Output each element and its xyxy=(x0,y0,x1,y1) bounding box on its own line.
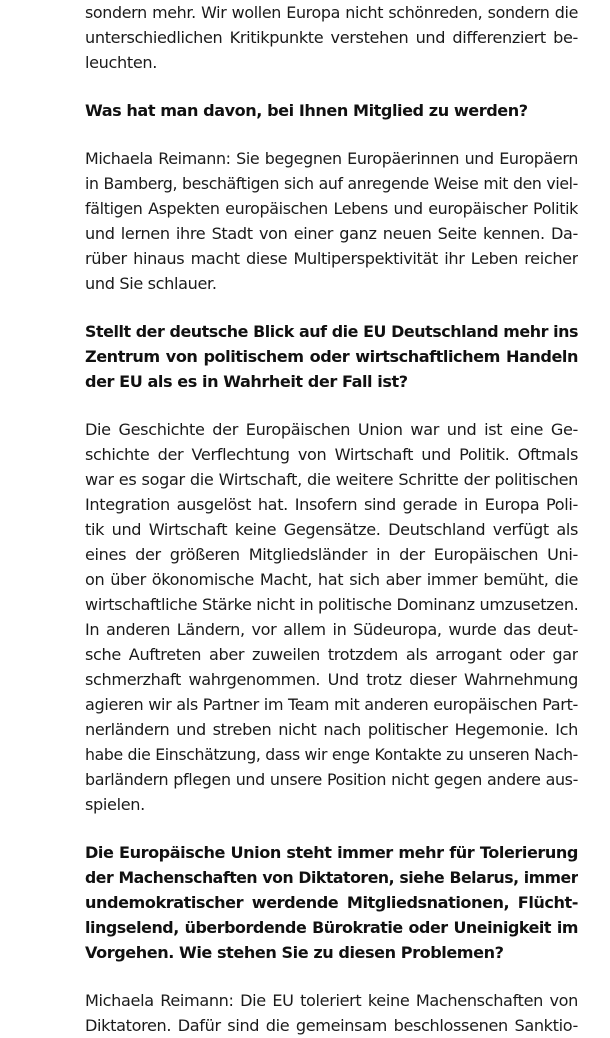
question-heading: Stellt der deutsche Blick auf die EU Deutschland mehr ins xyxy=(85,322,578,341)
question-heading: der Machenschaften von Diktatoren, siehe Belarus, immer xyxy=(85,868,578,887)
question-heading: der EU als es in Wahrheit der Fall ist? xyxy=(85,372,408,391)
answer-line: on über ökonomische Macht, hat sich aber immer bemüht, die xyxy=(85,570,578,589)
question-heading: Zentrum von politischem oder wirtschaftlichem Handeln xyxy=(85,347,578,366)
answer-line: Michaela Reimann: Sie begegnen Europäerinnen und Europäern xyxy=(85,149,578,168)
answer-line: war es sogar die Wirtschaft, die weitere Schritte der politischen xyxy=(85,470,578,489)
answer-line: Die Geschichte der Europäischen Union war und ist eine Ge- xyxy=(85,420,578,439)
answer-line: wirtschaftliche Stärke nicht in politische Dominanz umzusetzen. xyxy=(85,595,578,614)
answer-line: agieren wir als Partner im Team mit anderen europäischen Part- xyxy=(85,695,578,714)
answer-line: schmerzhaft wahrgenommen. Und trotz dieser Wahrnehmung xyxy=(85,670,578,689)
answer-line: tik und Wirtschaft keine Gegensätze. Deutschland verfügt als xyxy=(85,520,578,539)
answer-line: sche Auftreten aber zuweilen trotzdem als arrogant oder gar xyxy=(85,645,578,664)
answer-line: unterschiedlichen Kritikpunkte verstehen und differenziert be- xyxy=(85,28,578,47)
answer-line: Diktatoren. Dafür sind die gemeinsam beschlossenen Sanktio- xyxy=(85,1016,578,1035)
answer-line: und Sie schlauer. xyxy=(85,274,217,293)
answer-line: leuchten. xyxy=(85,53,157,72)
answer-line: barländern pflegen und unsere Position nicht gegen andere aus- xyxy=(85,770,578,789)
question-heading: Die Europäische Union steht immer mehr für Tolerierung xyxy=(85,843,578,862)
answer-line: spielen. xyxy=(85,795,145,814)
answer-line: In anderen Ländern, vor allem in Südeuropa, wurde das deut- xyxy=(85,620,578,639)
answer-line: sondern mehr. Wir wollen Europa nicht schönreden, sondern die xyxy=(85,3,578,22)
answer-line: und lernen ihre Stadt von einer ganz neuen Seite kennen. Da- xyxy=(85,224,578,243)
answer-line: in Bamberg, beschäftigen sich auf anregende Weise mit den viel- xyxy=(85,174,578,193)
question-heading: undemokratischer werdende Mitgliedsnationen, Flücht- xyxy=(85,893,578,912)
answer-line: rüber hinaus macht diese Multiperspektivität ihr Leben reicher xyxy=(85,249,578,268)
answer-line: eines der größeren Mitgliedsländer in der Europäischen Uni- xyxy=(85,545,578,564)
answer-line: schichte der Verflechtung von Wirtschaft und Politik. Oftmals xyxy=(85,445,578,464)
answer-line: habe die Einschätzung, dass wir enge Kontakte zu unseren Nach- xyxy=(85,745,578,764)
question-heading: lingselend, überbordende Bürokratie oder Uneinigkeit im xyxy=(85,918,578,937)
question-heading: Vorgehen. Wie stehen Sie zu diesen Problemen? xyxy=(85,943,504,962)
answer-line: nerländern und streben nicht nach politischer Hegemonie. Ich xyxy=(85,720,578,739)
answer-line: fältigen Aspekten europäischen Lebens und europäischer Politik xyxy=(85,199,578,218)
answer-line: Integration ausgelöst hat. Insofern sind gerade in Europa Poli- xyxy=(85,495,578,514)
question-heading: Was hat man davon, bei Ihnen Mitglied zu werden? xyxy=(85,101,528,120)
answer-line: Michaela Reimann: Die EU toleriert keine Machenschaften von xyxy=(85,991,578,1010)
